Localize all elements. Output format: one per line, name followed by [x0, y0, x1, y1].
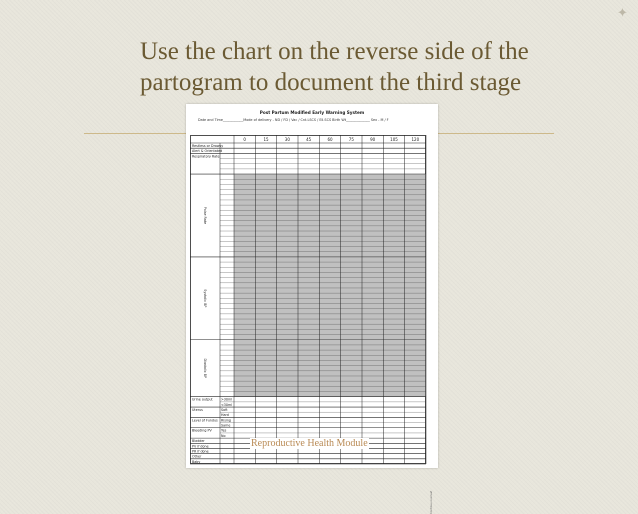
row-label: Uterus [192, 408, 203, 413]
row-sub-label: Hard [221, 413, 229, 418]
row-label: Level of Fundus [192, 418, 218, 423]
chart-side-note: Continue overleaf [430, 490, 433, 514]
row-label: Urine output [192, 397, 213, 402]
row-label: Systolic BP [203, 289, 207, 308]
observation-grid [190, 135, 426, 464]
row-label: Respiratory Rate [192, 154, 220, 159]
warning-chart-document [186, 104, 438, 514]
row-sub-label: Rising [221, 418, 232, 423]
row-label: PR if done [192, 449, 209, 454]
time-column-label: 45 [306, 137, 312, 142]
row-label: Other [192, 454, 202, 459]
shaded-band [234, 340, 426, 397]
observation-grid-svg [190, 135, 426, 464]
time-column-label: 120 [411, 137, 420, 142]
row-label: Bladder [192, 439, 205, 444]
time-column-label: 60 [327, 137, 333, 142]
row-sub-label: Yes [221, 428, 227, 433]
slide-title-line-2: partogram to document the third stage [140, 69, 522, 96]
slide-title-line-1: Use the chart on the reverse side of the [140, 38, 529, 65]
row-sub-label: Same [221, 423, 231, 428]
title-divider-left [84, 133, 186, 134]
chart-subtitle: Date and Time____________Mode of delivery - ND / FD / Vac / Cnt.LSCS / Ell.SCS Birth Wt______________ Sex - M / F [198, 118, 389, 122]
slide-title [140, 36, 620, 98]
row-label: Diastolic BP [203, 358, 207, 378]
time-column-label: 75 [348, 137, 354, 142]
time-column-label: 105 [390, 137, 398, 142]
time-column-label: 30 [284, 137, 290, 142]
row-sub-label: >30ml [221, 397, 233, 402]
time-column-label: 90 [370, 137, 376, 142]
row-label: Bleeding PV [192, 428, 212, 433]
row-label: Restless or Drowsy [192, 143, 224, 148]
time-column-label: 15 [263, 137, 269, 142]
slide-corner-ornament-icon: ✦ [617, 6, 628, 21]
slide-footer: Reproductive Health Module [251, 438, 368, 449]
row-label: Pulse Rate [203, 206, 207, 225]
time-column-label: 0 [243, 137, 246, 142]
row-label: Baby [192, 459, 201, 464]
title-divider-right [436, 133, 554, 134]
row-sub-label: Soft [221, 408, 228, 413]
chart-title: Post Partum Modified Early Warning System [259, 110, 365, 115]
row-label: PV if done [192, 444, 209, 449]
row-label: Alert & Orientated [192, 149, 223, 154]
row-sub-label: No [221, 433, 226, 438]
row-sub-label: <30ml [221, 402, 233, 407]
